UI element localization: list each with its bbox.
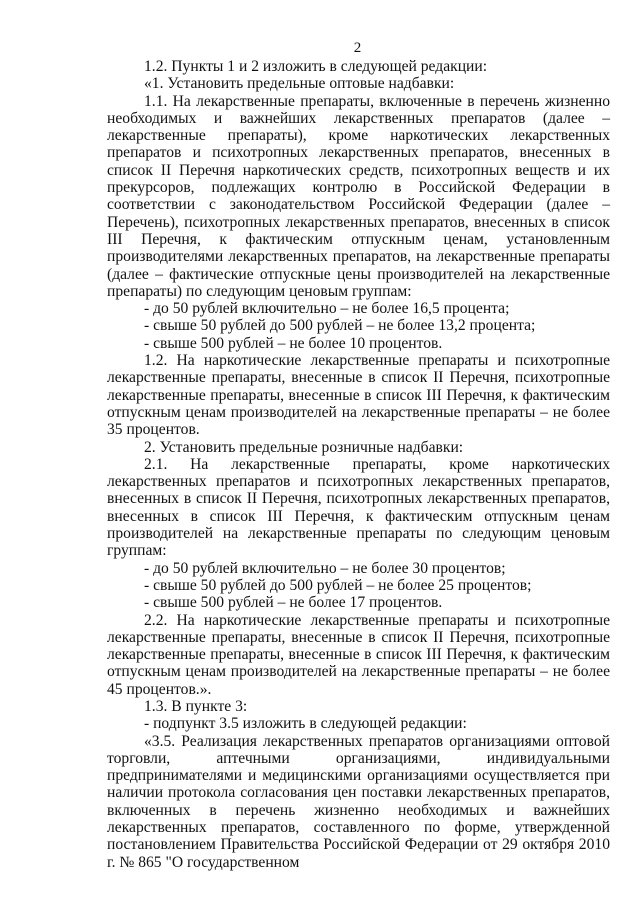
- paragraph: - свыше 50 рублей до 500 рублей – не более 25 процентов;: [144, 576, 532, 594]
- paragraph: - свыше 50 рублей до 500 рублей – не более 13,2 процента;: [144, 317, 536, 335]
- paragraph: 1.3. В пункте 3:: [144, 697, 248, 715]
- paragraph: 2.1. На лекарственные препараты, кроме наркотических лекарственных препаратов и психотропных лекарственных препаратов, внесенных в список II Перечня, психотропных лекарственных препаратов, внесенных в список III Перечня, к фактическим отпускным ценам производителей на лекарственные препараты по следующим ценовым группам:: [107, 455, 610, 560]
- paragraph: 2. Установить предельные розничные надбавки:: [144, 438, 464, 456]
- paragraph: - свыше 500 рублей – не более 17 процентов.: [144, 594, 443, 612]
- paragraph: - до 50 рублей включительно – не более 16,5 процента;: [144, 300, 510, 318]
- paragraph: 1.2. Пункты 1 и 2 изложить в следующей редакции:: [144, 58, 488, 75]
- paragraph: «3.5. Реализация лекарственных препаратов организациями оптовой торговли, аптечными организациями, индивидуальными предпринимателями и медицинскими организациями осуществляется при наличии протокола согласования цен поставки лекарственных препаратов, включенных в перечень жизненно необходимых и важнейших лекарственных препаратов, составленного по форме, утвержденной постановлением Правительства Российской Федерации от 29 октября 2010 г. № 865 "О государственном: [107, 732, 610, 871]
- paragraph: 1.2. На наркотические лекарственные препараты и психотропные лекарственные препараты, внесенные в список II Перечня, психотропные лекарственные препараты, внесенные в список III Перечня, к фактическим отпускным ценам производителей на лекарственные препараты – не более 35 процентов.: [107, 352, 610, 439]
- page-number: 2: [353, 40, 362, 56]
- paragraph: 2.2. На наркотические лекарственные препараты и психотропные лекарственные препараты, внесенные в список II Перечня, психотропные лекарственные препараты, внесенные в список III Перечня, к фактическим отпускным ценам производителей на лекарственные препараты – не более 45 процентов.».: [107, 611, 610, 698]
- paragraph: - подпункт 3.5 изложить в следующей редакции:: [144, 715, 467, 733]
- paragraph: «1. Установить предельные оптовые надбавки:: [144, 75, 455, 93]
- paragraph: 1.1. На лекарственные препараты, включенные в перечень жизненно необходимых и важнейших лекарственных препаратов (далее – лекарственные препараты), кроме наркотических лекарственных препаратов и психотропных лекарственных препаратов, внесенных в список II Перечня наркотических средств, психотропных веществ и их прекурсоров, подлежащих контролю в Российской Федерации в соответствии с законодательством Российской Федерации (далее – Перечень), психотропных лекарственных препаратов, внесенных в список III Перечня, к фактическим отпускным ценам, установленным производителями лекарственных препаратов, на лекарственные препараты (далее – фактические отпускные цены производителей на лекарственные препараты) по следующим ценовым группам:: [107, 92, 610, 300]
- paragraph: - до 50 рублей включительно – не более 30 процентов;: [144, 559, 506, 577]
- document-body: [107, 58, 610, 871]
- paragraph: - свыше 500 рублей – не более 10 процентов.: [144, 334, 443, 352]
